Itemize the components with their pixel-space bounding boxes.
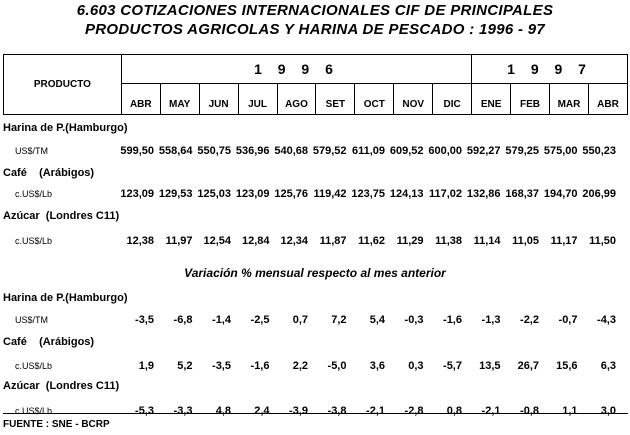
table-cell: 11,62: [358, 235, 385, 247]
month-header: NOV: [394, 84, 433, 115]
year-1997-header: 1 9 9 7: [472, 55, 628, 84]
table-cell: 6,3: [600, 360, 616, 372]
table-cell: -3,9: [289, 405, 308, 417]
table-cell: 2,4: [254, 405, 270, 417]
table-cell: 12,34: [280, 235, 308, 247]
unit-label: c.US$/Lb: [15, 406, 53, 416]
table-cell: 7,2: [331, 314, 347, 326]
month-header: DIC: [433, 84, 472, 115]
product-name: Café (Arábigos): [3, 167, 95, 179]
table-cell: 550,75: [197, 145, 231, 157]
table-row: [0, 188, 630, 204]
product-name: Café (Arábigos): [3, 336, 95, 348]
table-cell: 11,14: [473, 235, 501, 247]
table-cell: 592,27: [466, 145, 501, 157]
table-cell: 12,38: [126, 235, 154, 247]
unit-label: c.US$/Lb: [15, 189, 53, 199]
table-cell: -6,8: [173, 314, 193, 326]
table-cell: 600,00: [428, 145, 462, 157]
month-header: AGO: [277, 84, 316, 115]
table-cell: 3,6: [369, 360, 385, 372]
table-bottom-rule: [3, 413, 628, 414]
table-cell: 0,3: [408, 360, 424, 372]
table-cell: -3,5: [212, 360, 231, 372]
table-cell: 536,96: [235, 145, 270, 157]
unit-label: US$/TM: [15, 315, 49, 325]
table-cell: 119,42: [313, 188, 347, 200]
month-header: FEB: [511, 84, 550, 115]
table-cell: 132,86: [466, 188, 501, 200]
table-cell: 12,54: [203, 235, 231, 247]
month-header: ENE: [472, 84, 511, 115]
product-label-row: [0, 167, 630, 183]
month-header: ABR: [588, 84, 627, 115]
table-cell: 15,6: [556, 360, 578, 372]
table-cell: 1,9: [138, 360, 154, 372]
table-cell: 206,99: [582, 188, 616, 200]
unit-label: c.US$/Lb: [15, 236, 53, 246]
table-cell: 579,52: [312, 145, 347, 157]
table-row: [0, 145, 630, 161]
table-cell: -2,1: [366, 405, 385, 417]
month-header: ABR: [121, 84, 160, 115]
table-cell: -0,8: [520, 405, 539, 417]
table-cell: 194,70: [543, 188, 578, 200]
table-cell: -2,1: [481, 405, 501, 417]
product-column-header: PRODUCTO: [4, 55, 122, 115]
table-cell: 0,8: [446, 405, 462, 417]
product-name: Harina de P.(Hamburgo): [3, 292, 128, 304]
table-cell: 125,76: [274, 188, 308, 200]
table-cell: 3,0: [600, 405, 616, 417]
table-cell: 11,38: [435, 235, 462, 247]
table-cell: 5,2: [177, 360, 193, 372]
table-cell: 125,03: [197, 188, 231, 200]
table-cell: -1,6: [443, 314, 462, 326]
product-label-row: [0, 292, 630, 308]
header-table: [3, 54, 628, 115]
month-header: SET: [316, 84, 355, 115]
unit-label: US$/TM: [15, 146, 49, 156]
table-cell: 11,29: [396, 235, 424, 247]
table-cell: 26,7: [517, 360, 539, 372]
table-cell: 123,09: [120, 188, 154, 200]
table-row: [0, 235, 630, 251]
product-name: Harina de P.(Hamburgo): [3, 122, 128, 134]
month-header: MAR: [550, 84, 589, 115]
month-header: OCT: [355, 84, 394, 115]
table-cell: -4,3: [597, 314, 616, 326]
table-row: [0, 360, 630, 376]
table-cell: 550,23: [582, 145, 616, 157]
table-cell: 611,09: [351, 145, 385, 157]
table-cell: -5,0: [327, 360, 347, 372]
table-cell: -0,7: [558, 314, 578, 326]
table-cell: 11,17: [550, 235, 578, 247]
table-cell: -1,3: [481, 314, 501, 326]
table-cell: -3,3: [173, 405, 193, 417]
source-note: FUENTE : SNE - BCRP: [3, 419, 110, 430]
table-row: [0, 314, 630, 330]
month-header: MAY: [160, 84, 199, 115]
product-label-row: [0, 336, 630, 352]
table-cell: 4,8: [215, 405, 231, 417]
table-cell: 11,97: [165, 235, 193, 247]
table-title-line1: 6.603 COTIZACIONES INTERNACIONALES CIF DE PRINCIPALES: [76, 2, 554, 19]
table-cell: -2,5: [250, 314, 270, 326]
table-cell: 13,5: [479, 360, 501, 372]
table-cell: -5,7: [443, 360, 462, 372]
table-cell: -1,6: [250, 360, 270, 372]
table-cell: -2,2: [520, 314, 539, 326]
table-cell: 129,53: [158, 188, 193, 200]
table-cell: 124,13: [389, 188, 424, 200]
table-cell: 12,84: [241, 235, 270, 247]
table-cell: 599,50: [120, 145, 154, 157]
product-label-row: [0, 210, 630, 226]
table-cell: 11,50: [589, 235, 616, 247]
table-cell: 558,64: [158, 145, 193, 157]
table-cell: 609,52: [389, 145, 424, 157]
table-cell: 11,05: [512, 235, 539, 247]
table-cell: -1,4: [212, 314, 231, 326]
table-cell: 5,4: [369, 314, 385, 326]
table-cell: 1,1: [562, 405, 578, 417]
product-name: Azúcar (Londres C11): [3, 380, 120, 392]
table-cell: 11,87: [319, 235, 347, 247]
table-cell: 117,02: [428, 188, 462, 200]
variation-subtitle: Variación % mensual respecto al mes anterior: [184, 266, 446, 280]
year-1996-header: 1 9 9 6: [121, 55, 471, 84]
product-label-row: [0, 122, 630, 138]
product-label-row: [0, 380, 630, 396]
month-header: JUL: [238, 84, 277, 115]
table-cell: 540,68: [274, 145, 308, 157]
table-cell: 0,7: [292, 314, 308, 326]
unit-label: c.US$/Lb: [15, 361, 53, 371]
table-title-line2: PRODUCTOS AGRICOLAS Y HARINA DE PESCADO : 1996 - 97: [84, 21, 546, 38]
table-cell: -3,8: [327, 405, 347, 417]
table-cell: -2,8: [404, 405, 424, 417]
table-cell: 168,37: [505, 188, 539, 200]
product-name: Azúcar (Londres C11): [3, 210, 120, 222]
table-cell: 2,2: [292, 360, 308, 372]
table-cell: 123,09: [235, 188, 270, 200]
table-cell: -5,3: [135, 405, 154, 417]
table-cell: -0,3: [404, 314, 424, 326]
month-header: JUN: [199, 84, 238, 115]
table-cell: 579,25: [505, 145, 539, 157]
table-cell: -3,5: [135, 314, 154, 326]
table-cell: 123,75: [351, 188, 385, 200]
table-cell: 575,00: [543, 145, 578, 157]
